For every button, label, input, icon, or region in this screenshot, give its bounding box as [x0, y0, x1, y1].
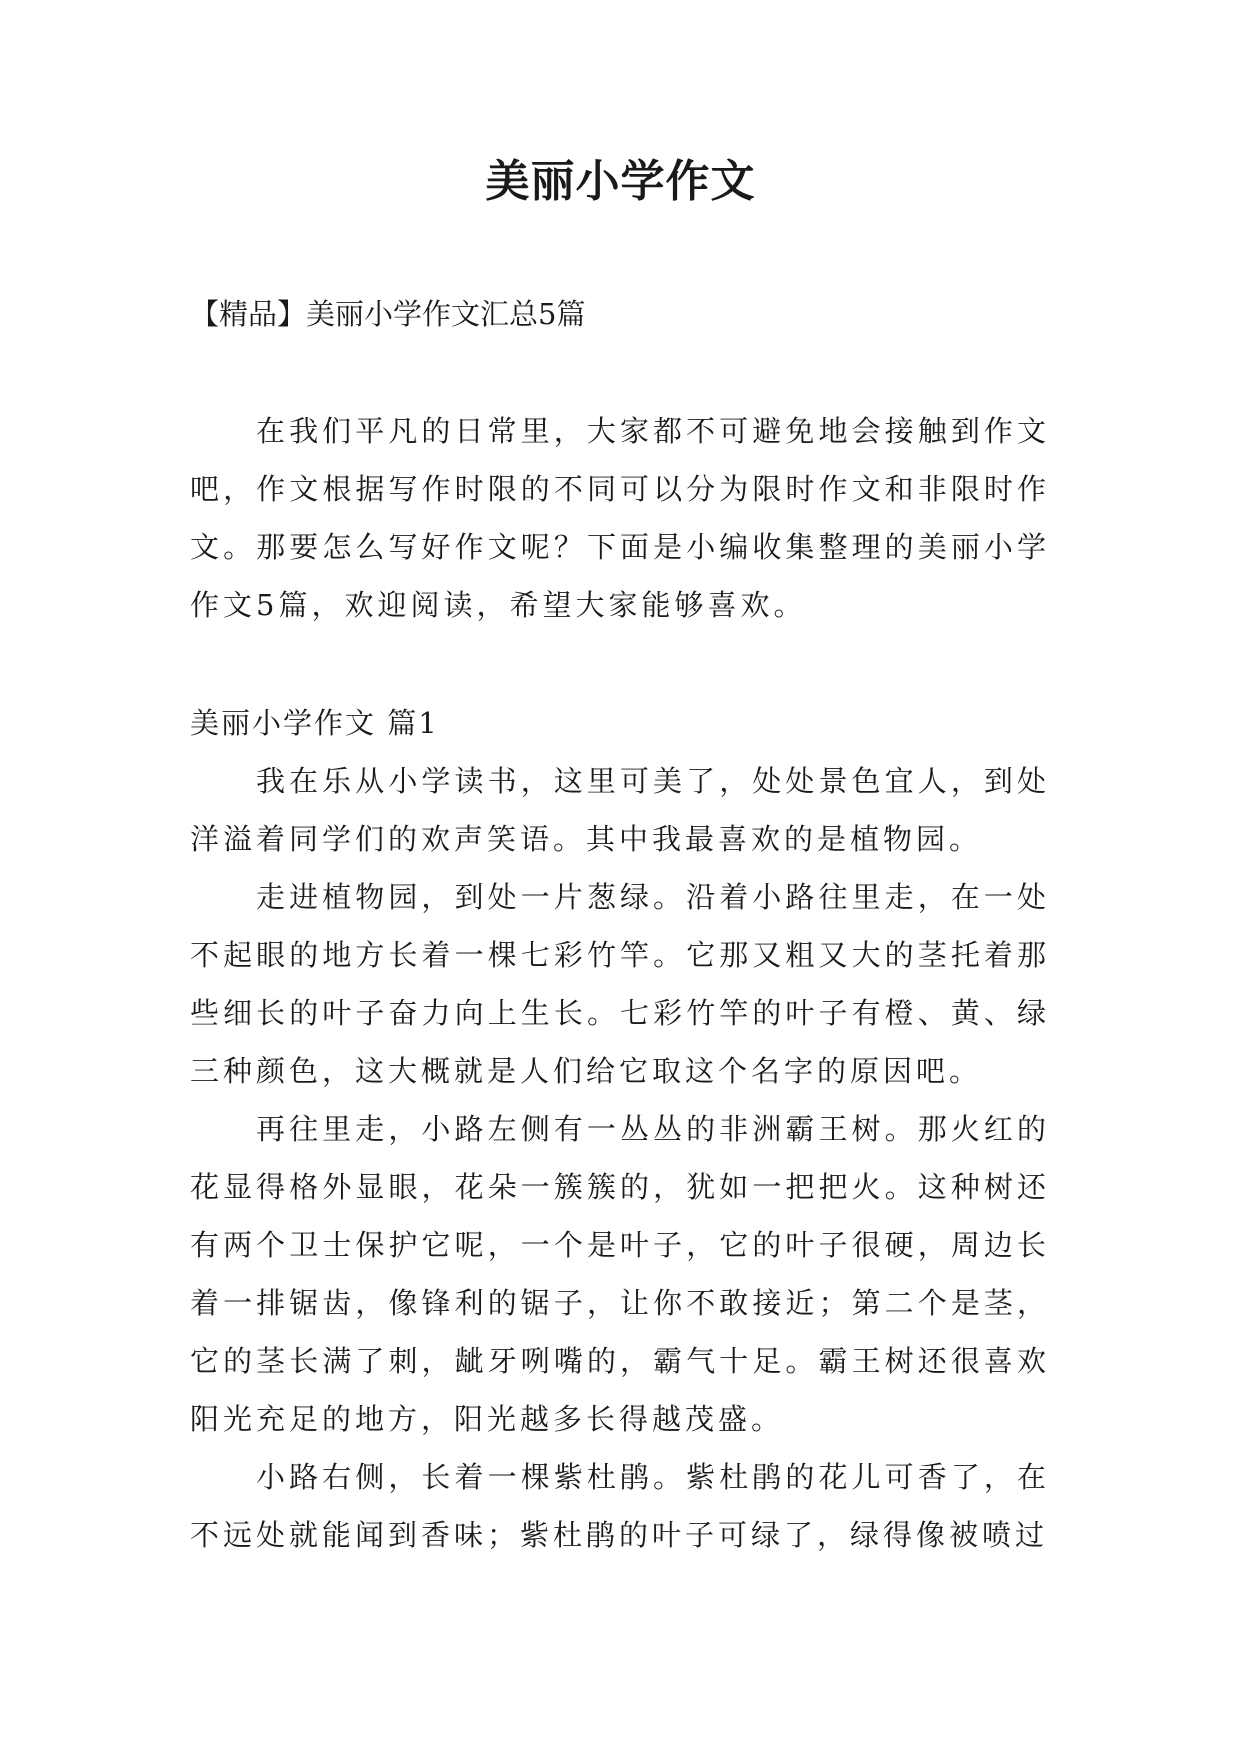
intro-paragraph: 在我们平凡的日常里，大家都不可避免地会接触到作文吧，作文根据写作时限的不同可以分为限时作文和非限时作文。那要怎么写好作文呢？下面是小编收集整理的美丽小学作文5篇，欢迎阅读，希望大家能够喜欢。 — [190, 414, 1050, 622]
essay-paragraph-3: 再往里走，小路左侧有一丛丛的非洲霸王树。那火红的花显得格外显眼，花朵一簇簇的，犹如一把把火。这种树还有两个卫士保护它呢，一个是叶子，它的叶子很硬，周边长着一排锯齿，像锋利的锯子，让你不敢接近；第二个是茎，它的茎长满了刺，龇牙咧嘴的，霸气十足。霸王树还很喜欢阳光充足的地方，阳光越多长得越茂盛。 — [190, 1112, 1050, 1436]
essay-paragraph-4: 小路右侧，长着一棵紫杜鹃。紫杜鹃的花儿可香了，在不远处就能闻到香味；紫杜鹃的叶子可绿了，绿得像被喷过 — [190, 1460, 1050, 1552]
document-title: 美丽小学作文 — [485, 156, 756, 207]
section-heading: 美丽小学作文 篇1 — [190, 706, 439, 740]
document-subtitle: 【精品】美丽小学作文汇总5篇 — [190, 297, 586, 331]
essay-paragraph-2: 走进植物园，到处一片葱绿。沿着小路往里走，在一处不起眼的地方长着一棵七彩竹竿。它那又粗又大的茎托着那些细长的叶子奋力向上生长。七彩竹竿的叶子有橙、黄、绿三种颜色，这大概就是人们给它取这个名字的原因吧。 — [190, 880, 1050, 1088]
essay-paragraph-1: 我在乐从小学读书，这里可美了，处处景色宜人，到处洋溢着同学们的欢声笑语。其中我最喜欢的是植物园。 — [190, 764, 1050, 856]
essay-section — [190, 694, 1050, 1564]
intro-section — [190, 402, 1050, 634]
